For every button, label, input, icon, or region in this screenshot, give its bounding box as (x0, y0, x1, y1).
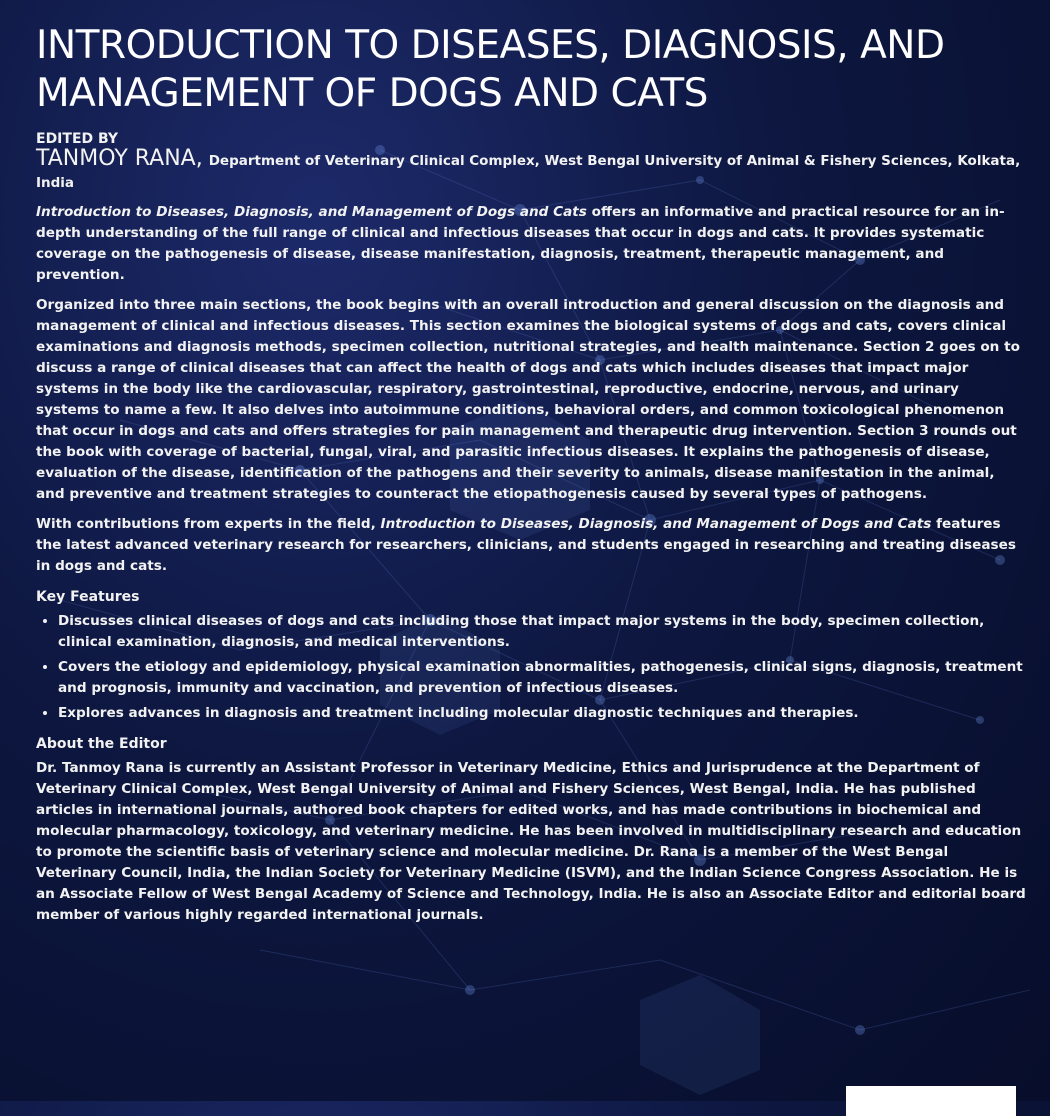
book-title-line-2: MANAGEMENT OF DOGS AND CATS (36, 71, 708, 116)
book-title-line-1: INTRODUCTION TO DISEASES, DIAGNOSIS, AND (36, 23, 945, 68)
intro-book-title: Introduction to Diseases, Diagnosis, and Management of Dogs and Cats (36, 204, 587, 220)
contributions-book-title: Introduction to Diseases, Diagnosis, and Management of Dogs and Cats (380, 516, 932, 532)
about-editor-paragraph: Dr. Tanmoy Rana is currently an Assistant Professor in Veterinary Medicine, Ethics and Jurisprudence at the Department of Veterinary Clinical Complex, West Bengal University of Animal and Fishery Sciences, West Bengal, India. He has published articles in international journals, authored book chapters for edited works, and has made contributions in biochemical and molecular pharmacology, toxicology, and veterinary medicine. He has been involved in multidisciplinary research and education to promote the scientific basis of veterinary science and molecular medicine. Dr. Rana is a member of the West Bengal Veterinary Council, India, the Indian Society for Veterinary Medicine (ISVM), and the Indian Science Congress Association. He is an Associate Fellow of West Bengal Academy of Science and Technology, India. He is also an Associate Editor and editorial board member of various highly regarded international journals. (36, 760, 1026, 923)
key-features-heading: Key Features (36, 589, 140, 605)
key-feature-item: • Discusses clinical diseases of dogs and cats including those that impact major systems in the body, specimen collection, clinical examination, diagnosis, and medical interventions. (58, 611, 1026, 653)
key-feature-item: • Covers the etiology and epidemiology, physical examination abnormalities, pathogenesis, clinical signs, diagnosis, treatment and prognosis, immunity and vaccination, and prevention of infectious diseases. (58, 657, 1026, 699)
contributions-after: features the latest advanced veterinary research for researchers, clinicians, and students engaged in researching and treating diseases in dogs and cats. (36, 516, 1016, 574)
intro-paragraph (36, 202, 1026, 286)
book-title (36, 22, 1026, 118)
contributions-paragraph (36, 514, 1026, 577)
intro-text: offers an informative and practical resource for an in-depth understanding of the full range of clinical and infectious diseases that occur in dogs and cats. It provides systematic coverage on the pathogenesis of disease, disease manifestation, diagnosis, treatment, therapeutic management, and prevention. (36, 204, 1005, 283)
editor-name: TANMOY RANA, (36, 146, 203, 171)
edited-by-label: EDITED BY (36, 131, 119, 147)
editor-affiliation: Department of Veterinary Clinical Complex, West Bengal University of Animal & Fishery Sciences, Kolkata, India (36, 153, 1021, 191)
key-feature-item: • Explores advances in diagnosis and treatment including molecular diagnostic techniques and therapies. (58, 703, 1026, 724)
barcode-label-box (846, 1086, 1016, 1116)
contributions-before: With contributions from experts in the field, (36, 516, 381, 532)
sections-paragraph: Organized into three main sections, the book begins with an overall introduction and general discussion on the diagnosis and management of clinical and infectious diseases. This section examines the biological systems of dogs and cats, covers clinical examinations and diagnosis methods, specimen collection, nutritional strategies, and health maintenance. Section 2 goes on to discuss a range of clinical diseases that can affect the health of dogs and cats which includes diseases that impact major systems in the body like the cardiovascular, respiratory, gastrointestinal, reproductive, endocrine, nervous, and urinary systems to name a few. It also delves into autoimmune conditions, behavioral orders, and common toxicological phenomenon that occur in dogs and cats and offers strategies for pain management and therapeutic drug intervention. Section 3 rounds out the book with coverage of bacterial, fungal, viral, and parasitic infectious diseases. It explains the pathogenesis of disease, evaluation of the disease, identification of the pathogens and their severity to animals, disease manifestation in the animal, and preventive and treatment strategies to counteract the etiopathogenesis caused by several types of pathogens. (36, 297, 1020, 502)
editor-credit (36, 148, 1026, 194)
about-editor-heading: About the Editor (36, 736, 167, 752)
key-features-list (36, 611, 1026, 724)
back-cover-content (36, 22, 1026, 935)
